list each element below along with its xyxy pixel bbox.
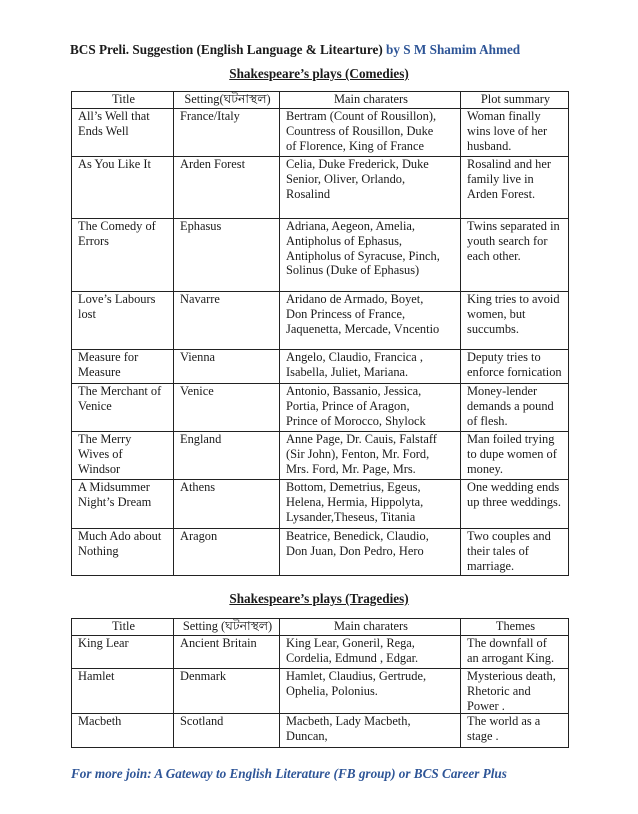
cell-title — [72, 292, 174, 350]
cell-line: The Merchant of — [78, 384, 162, 398]
cell-line: France/Italy — [180, 109, 240, 123]
cell-line: Scotland — [180, 714, 224, 729]
cell-summary — [461, 432, 569, 480]
cell-setting — [174, 157, 280, 219]
cell-line: stage . — [467, 729, 499, 744]
cell-title — [72, 636, 174, 669]
cell-title — [72, 669, 174, 714]
cell-line: each other. — [467, 248, 521, 263]
table-row — [72, 292, 569, 350]
cell-line: Anne Page, Dr. Cauis, Falstaff — [286, 432, 437, 446]
cell-line: England — [180, 432, 222, 446]
cell-line: an arrogant King. — [467, 650, 555, 665]
cell-line: One wedding ends — [467, 480, 560, 494]
table-row — [72, 350, 569, 384]
table-row — [72, 432, 569, 480]
cell-line: Macbeth — [78, 714, 122, 729]
tragedies-table — [71, 618, 569, 748]
cell-line: marriage. — [467, 558, 515, 573]
cell-line: Ancient Britain — [180, 636, 257, 650]
cell-title — [72, 480, 174, 529]
cell-line: Portia, Prince of Aragon, — [286, 398, 410, 413]
cell-line: Jaquenetta, Mercade, Vncentio — [286, 321, 440, 336]
cell-line: Athens — [180, 480, 216, 494]
cell-line: Rosalind — [286, 186, 331, 201]
cell-line: Arden Forest. — [467, 186, 536, 201]
cell-setting — [174, 636, 280, 669]
cell-line: their tales of — [467, 543, 529, 558]
cell-setting — [174, 292, 280, 350]
cell-title — [72, 157, 174, 219]
comedies-header-row — [72, 92, 569, 109]
cell-line: A Midsummer — [78, 480, 150, 494]
cell-characters — [280, 109, 461, 157]
cell-characters — [280, 669, 461, 714]
cell-characters — [280, 157, 461, 219]
cell-line: Antipholus of Ephasus, — [286, 233, 402, 248]
header-author: by S M Shamim Ahmed — [386, 42, 521, 57]
cell-line: women, but — [467, 306, 526, 321]
cell-title — [72, 384, 174, 432]
column-header-title: Title — [72, 619, 174, 636]
column-header-themes: Themes — [461, 619, 569, 636]
cell-setting — [174, 529, 280, 576]
cell-characters — [280, 292, 461, 350]
cell-title — [72, 714, 174, 748]
cell-characters — [280, 219, 461, 292]
cell-summary — [461, 109, 569, 157]
cell-line: Measure — [78, 364, 121, 379]
cell-line: enforce fornication — [467, 364, 562, 379]
cell-line: husband. — [467, 138, 512, 153]
cell-summary — [461, 157, 569, 219]
cell-setting — [174, 714, 280, 748]
cell-line: Ophelia, Polonius. — [286, 683, 378, 698]
cell-line: youth search for — [467, 233, 548, 248]
cell-setting — [174, 669, 280, 714]
cell-line: Much Ado about — [78, 529, 162, 543]
table-row — [72, 219, 569, 292]
cell-characters — [280, 636, 461, 669]
cell-setting — [174, 350, 280, 384]
table-row — [72, 529, 569, 576]
cell-line: Bottom, Demetrius, Egeus, — [286, 480, 421, 494]
cell-line: up three weddings. — [467, 494, 561, 509]
cell-line: to dupe women of — [467, 446, 557, 461]
cell-line: Arden Forest — [180, 157, 246, 171]
cell-line: Cordelia, Edmund , Edgar. — [286, 650, 419, 665]
cell-characters — [280, 480, 461, 529]
cell-line: of Florence, King of France — [286, 138, 424, 153]
cell-line: Venice — [78, 398, 112, 413]
cell-title — [72, 219, 174, 292]
cell-line: demands a pound — [467, 398, 554, 413]
cell-line: Night’s Dream — [78, 494, 152, 509]
cell-line: wins love of her — [467, 123, 548, 138]
cell-line: As You Like It — [78, 157, 151, 171]
cell-characters — [280, 714, 461, 748]
cell-line: Adriana, Aegeon, Amelia, — [286, 219, 416, 233]
comedies-table — [71, 91, 569, 576]
cell-line: Wives of — [78, 446, 123, 461]
cell-line: Aragon — [180, 529, 218, 543]
cell-line: money. — [467, 461, 504, 476]
comedies-title: Shakespeare’s plays (Comedies) — [229, 66, 409, 81]
cell-line: Aridano de Armado, Boyet, — [286, 292, 424, 306]
cell-summary — [461, 480, 569, 529]
cell-line: Isabella, Juliet, Mariana. — [286, 364, 409, 379]
cell-line: Angelo, Claudio, Francica , — [286, 350, 423, 364]
tragedies-header-row — [72, 619, 569, 636]
cell-title — [72, 350, 174, 384]
cell-summary — [461, 350, 569, 384]
cell-line: Windsor — [78, 461, 121, 476]
cell-line: Duncan, — [286, 729, 328, 744]
cell-line: lost — [78, 306, 96, 321]
cell-characters — [280, 432, 461, 480]
column-header-title: Title — [72, 92, 174, 109]
cell-line: Lysander,Theseus, Titania — [286, 509, 416, 524]
cell-line: Mrs. Ford, Mr. Page, Mrs. — [286, 461, 416, 476]
footer-note: For more join: A Gateway to English Literature (FB group) or BCS Career Plus — [71, 766, 507, 781]
cell-line: Man foiled trying — [467, 432, 555, 446]
cell-summary — [461, 714, 569, 748]
cell-setting — [174, 480, 280, 529]
cell-line: Helena, Hermia, Hippolyta, — [286, 494, 424, 509]
cell-line: Errors — [78, 233, 109, 248]
cell-line: Antonio, Bassanio, Jessica, — [286, 384, 422, 398]
cell-line: Venice — [180, 384, 214, 398]
cell-line: family live in — [467, 171, 534, 186]
header-title: BCS Preli. Suggestion (English Language & Litearture) — [70, 42, 383, 57]
document-header — [70, 42, 590, 58]
cell-line: Antipholus of Syracuse, Pinch, — [286, 248, 440, 263]
cell-line: Countress of Rousillon, Duke — [286, 123, 434, 138]
cell-line: Navarre — [180, 292, 220, 306]
cell-line: Nothing — [78, 543, 119, 558]
table-row — [72, 669, 569, 714]
cell-line: Solinus (Duke of Ephasus) — [286, 263, 420, 278]
cell-summary — [461, 219, 569, 292]
cell-line: King tries to avoid — [467, 292, 560, 306]
cell-line: All’s Well that — [78, 109, 150, 123]
tragedies-title: Shakespeare’s plays (Tragedies) — [229, 591, 409, 606]
cell-summary — [461, 669, 569, 714]
cell-characters — [280, 384, 461, 432]
cell-setting — [174, 219, 280, 292]
cell-title — [72, 432, 174, 480]
cell-line: Love’s Labours — [78, 292, 156, 306]
cell-characters — [280, 529, 461, 576]
cell-summary — [461, 529, 569, 576]
cell-line: Rhetoric and — [467, 683, 531, 698]
cell-line: Don Princess of France, — [286, 306, 406, 321]
table-row — [72, 714, 569, 748]
cell-line: Woman finally — [467, 109, 541, 123]
cell-line: Hamlet, Claudius, Gertrude, — [286, 669, 427, 683]
column-header-setting: Setting(ঘটনাস্থল) — [174, 92, 280, 109]
cell-line: Macbeth, Lady Macbeth, — [286, 714, 411, 729]
cell-line: Beatrice, Benedick, Claudio, — [286, 529, 429, 543]
cell-line: Mysterious death, — [467, 669, 556, 683]
cell-line: King Lear, Goneril, Rega, — [286, 636, 415, 650]
table-row — [72, 384, 569, 432]
table-row — [72, 157, 569, 219]
cell-characters — [280, 350, 461, 384]
cell-line: Two couples and — [467, 529, 551, 543]
cell-summary — [461, 636, 569, 669]
cell-line: Hamlet — [78, 669, 115, 683]
cell-line: Bertram (Count of Rousillon), — [286, 109, 437, 123]
cell-line: Denmark — [180, 669, 227, 683]
cell-line: Ephasus — [180, 219, 222, 233]
cell-line: The Comedy of — [78, 219, 156, 233]
cell-line: Don Juan, Don Pedro, Hero — [286, 543, 424, 558]
column-header-characters: Main charaters — [280, 92, 461, 109]
column-header-characters: Main charaters — [280, 619, 461, 636]
cell-line: Power . — [467, 698, 505, 713]
cell-setting — [174, 109, 280, 157]
cell-summary — [461, 384, 569, 432]
cell-line: of flesh. — [467, 413, 508, 428]
cell-line: Prince of Morocco, Shylock — [286, 413, 426, 428]
cell-line: Vienna — [180, 350, 216, 364]
cell-line: Twins separated in — [467, 219, 560, 233]
cell-line: Rosalind and her — [467, 157, 551, 171]
cell-setting — [174, 384, 280, 432]
cell-line: Senior, Oliver, Orlando, — [286, 171, 406, 186]
column-header-setting: Setting (ঘটনাস্থল) — [174, 619, 280, 636]
cell-line: The Merry — [78, 432, 132, 446]
cell-title — [72, 529, 174, 576]
cell-line: Celia, Duke Frederick, Duke — [286, 157, 429, 171]
cell-line: Measure for — [78, 350, 139, 364]
table-row — [72, 636, 569, 669]
cell-line: Ends Well — [78, 123, 129, 138]
column-header-summary: Plot summary — [461, 92, 569, 109]
cell-line: The downfall of — [467, 636, 547, 650]
cell-line: The world as a — [467, 714, 541, 729]
cell-line: Deputy tries to — [467, 350, 541, 364]
cell-title — [72, 109, 174, 157]
cell-line: King Lear — [78, 636, 129, 650]
table-row — [72, 109, 569, 157]
cell-line: succumbs. — [467, 321, 519, 336]
cell-line: Money-lender — [467, 384, 538, 398]
cell-summary — [461, 292, 569, 350]
cell-setting — [174, 432, 280, 480]
table-row — [72, 480, 569, 529]
cell-line: (Sir John), Fenton, Mr. Ford, — [286, 446, 430, 461]
